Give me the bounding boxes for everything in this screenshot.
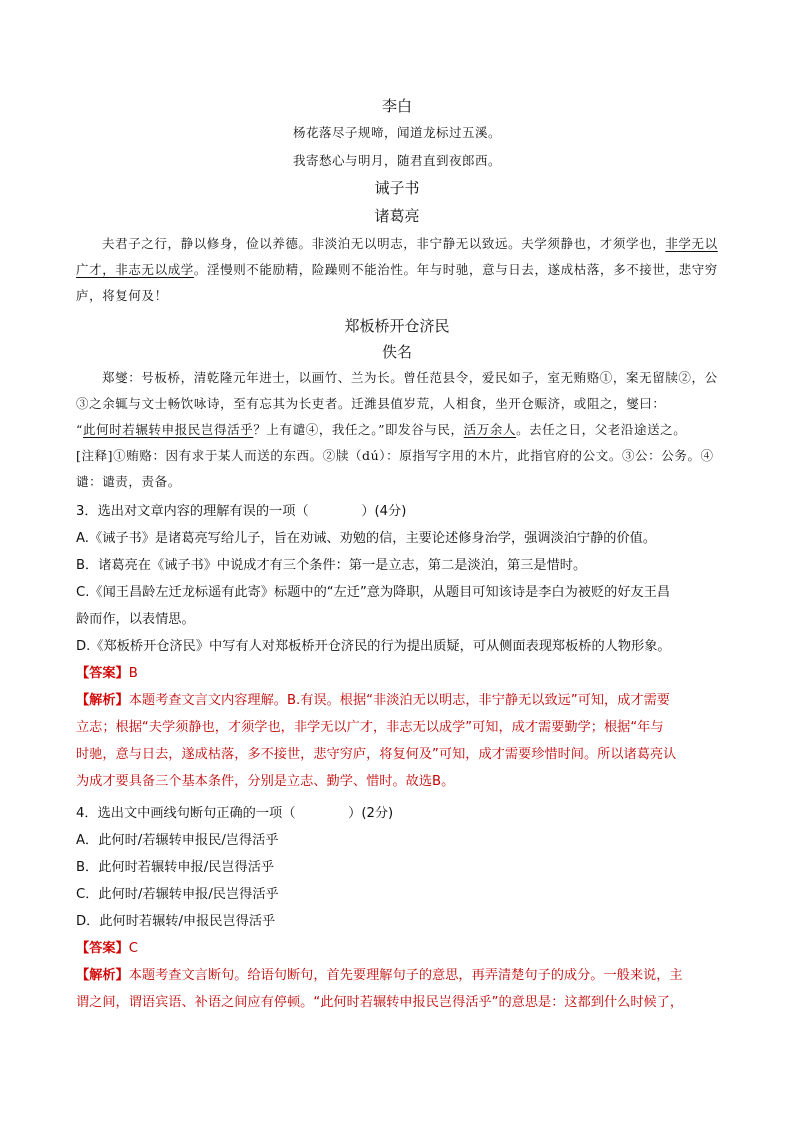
q3-analysis-line-1: 本题考查文言文内容理解。B.有误。根据“非淡泊无以明志，非宁静无以致远”可知，成才需要: [128, 693, 670, 708]
q3-option-a: A.《诫子书》是诸葛亮写给儿子，旨在劝诫、劝勉的信，主要论述修身治学，强调淡泊宁静的价值。: [76, 531, 657, 546]
text2-title: 诫子书: [374, 179, 420, 197]
q3-analysis-line-2: 立志；根据“夫学须静也，才须学也，非学无以广才，非志无以成学”可知，成才需要勤学；根据“年与: [76, 720, 664, 735]
text3-author: 佚名: [381, 343, 412, 361]
q3-stem: 3．选出对文章内容的理解有误的一项（ ）(4分): [76, 504, 407, 519]
q4-stem: 4．选出文中画线句断句正确的一项（ ）(2分): [76, 806, 394, 821]
q3-analysis-line-4: 为成才要具备三个基本条件，分别是立志、勤学、惜时。故选B。: [76, 774, 455, 789]
poem-line-1: 杨花落尽子规啼，闻道龙标过五溪。: [292, 125, 501, 140]
text2-part-a: 夫君子之行，静以修身，俭以养德。非淡泊无以明志，非宁静无以致远。夫学须静也，才须学也，: [102, 236, 666, 251]
text2-part-b: 。淫慢则不能励精，险躁则不能治性。年与时驰，意与日去，遂成枯落，多不接世，悲守穷庐，将复何及！: [76, 262, 718, 303]
text3-paragraph-1: 郑燮：号板桥，清乾隆元年进士，以画竹、兰为长。曾任范县令，爱民如子，室无贿赂①，案无留牍②，公③之余辄与文士畅饮咏诗，至有忘其为长吏者。迁潍县值岁荒，人相食，坐开仓赈济，或阻之，燮曰：: [76, 370, 718, 411]
q3-option-b: B．诸葛亮在《诫子书》中说成才有三个条件：第一是立志，第二是淡泊，第三是惜时。: [76, 558, 587, 573]
q4-option-d: D．此何时若辗转/申报民岂得活乎: [76, 914, 276, 929]
text3-quote-after: ？上有谴④，我任之。”即发谷与民，: [253, 422, 464, 437]
q3-analysis-line-3: 时驰，意与日去，遂成枯落，多不接世，悲守穷庐，将复何及”可知，成才需要珍惜时间。所以诸葛亮认: [76, 747, 677, 762]
text2-author: 诸葛亮: [374, 207, 420, 225]
text3-quote-open: “: [76, 422, 83, 437]
q4-option-b: B．此何时若辗转申报/民岂得活乎: [76, 860, 275, 875]
q3-analysis-tag: 【解析】: [76, 693, 129, 708]
text3-note: [注释]①贿赂：因有求于某人而送的东西。②牍（dú）：原指写字用的木片，此指官府的公文。③公：公务。④谴：谴责，责备。: [76, 448, 714, 489]
q4-option-c: C．此何时/若辗转申报/民岂得活乎: [76, 887, 279, 902]
text3-underlined-sentence: 此何时若辗转申报民岂得活乎: [83, 422, 254, 437]
text3-quote-end: 。去任之日，父老沿途送之。: [516, 422, 687, 437]
poem-author: 李白: [381, 97, 412, 115]
q3-answer-tag: 【答案】: [76, 666, 129, 681]
question-4: [76, 800, 724, 1016]
q4-option-a: A．此何时/若辗转申报民/岂得活乎: [76, 833, 279, 848]
text3-body: [76, 365, 724, 495]
text3-underlined-phrase: 活万余人: [463, 422, 517, 437]
text3-title: 郑板桥开仓济民: [344, 317, 450, 335]
q3-answer: B: [128, 666, 138, 681]
poem-line-2: 我寄愁心与明月，随君直到夜郎西。: [292, 153, 501, 168]
q3-option-d: D.《郑板桥开仓济民》中写有人对郑板桥开仓济民的行为提出质疑，可从侧面表现郑板桥的人物形象。: [76, 639, 671, 654]
q4-analysis-line-1: 本题考查文言断句。给语句断句，首先要理解句子的意思，再弄清楚句子的成分。一般来说，主: [128, 968, 683, 983]
text2-underlined: 非学无以广才，非志无以成学: [76, 236, 718, 277]
question-3: [76, 498, 724, 795]
q4-answer-tag: 【答案】: [76, 941, 129, 956]
q3-option-c-line-1: C.《闻王昌龄左迁龙标遥有此寄》标题中的“左迁”意为降职，从题目可知该诗是李白为被贬的好友王昌: [76, 585, 671, 600]
text2-body: [76, 231, 724, 309]
q4-answer: C: [128, 941, 138, 956]
q4-analysis-tag: 【解析】: [76, 968, 129, 983]
q4-analysis-line-2: 谓之间，谓语宾语、补语之间应有停顿。“此何时若辗转申报民岂得活乎”的意思是：这都到什么时候了，: [76, 995, 684, 1010]
q3-option-c-line-2: 龄而作，以表情思。: [76, 612, 195, 627]
